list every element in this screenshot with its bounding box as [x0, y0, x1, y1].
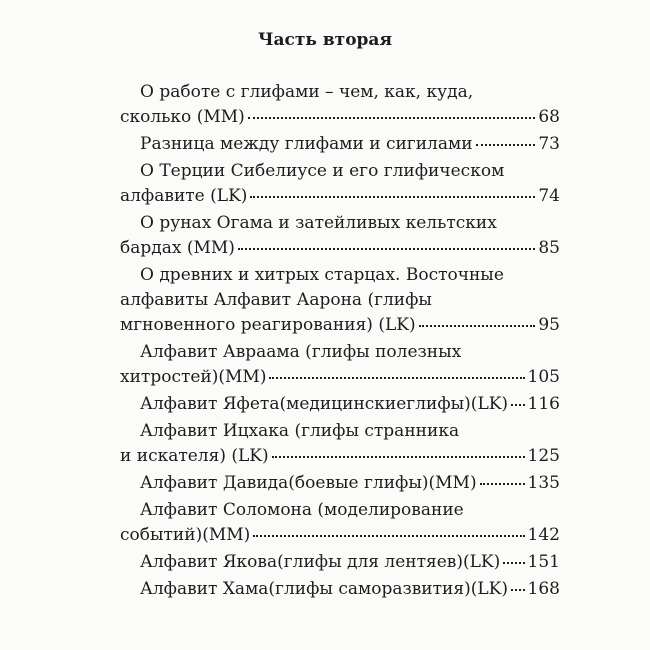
- page-number: 135: [527, 473, 560, 493]
- dot-leader: [476, 144, 536, 146]
- page-number: 73: [538, 134, 560, 154]
- page-number: 151: [527, 552, 560, 572]
- toc-entry: [120, 498, 560, 548]
- toc-entry: [120, 340, 560, 390]
- table-of-contents: [120, 80, 560, 604]
- toc-entry-title-line: алфавите (LK): [120, 186, 248, 206]
- toc-entry-final-line: [120, 313, 560, 338]
- toc-entry: [120, 80, 560, 130]
- toc-entry-final-line: [120, 523, 560, 548]
- dot-leader: [480, 483, 525, 485]
- toc-entry: [120, 471, 560, 496]
- toc-entry: [120, 132, 560, 157]
- page-number: 68: [538, 107, 560, 127]
- toc-entry-title-line: бардах (ММ): [120, 238, 235, 258]
- toc-entry-final-line: [120, 444, 560, 469]
- toc-entry-title-line: Алфавит Авраама (глифы полезных: [140, 342, 462, 362]
- toc-entry-title-line: Алфавит Хама(глифы саморазвития)(LK): [140, 579, 508, 599]
- page-number: 116: [527, 394, 560, 414]
- toc-entry-title-line: и искателя) (LK): [120, 446, 269, 466]
- toc-entry-final-line: [120, 184, 560, 209]
- toc-entry: [120, 419, 560, 469]
- toc-entry-title-line: О Терции Сибелиусе и его глифическом: [140, 161, 505, 181]
- toc-entry-title-line: Алфавит Давида(боевые глифы)(ММ): [140, 473, 477, 493]
- toc-entry-title-line: Алфавит Яфета(медицинскиеглифы)(LK): [140, 394, 509, 414]
- toc-entry-title-line: сколько (ММ): [120, 107, 245, 127]
- dot-leader: [503, 562, 524, 564]
- toc-entry: [120, 577, 560, 602]
- page-number: 142: [527, 525, 560, 545]
- dot-leader: [238, 248, 535, 250]
- toc-entry-final-line: [120, 577, 560, 602]
- section-heading: Часть вторая: [257, 30, 393, 50]
- toc-entry-final-line: [120, 365, 560, 390]
- page-number: 85: [538, 238, 560, 258]
- toc-entry-title-line: О древних и хитрых старцах. Восточные: [140, 265, 504, 285]
- toc-entry: [120, 159, 560, 209]
- toc-entry: [120, 263, 560, 338]
- toc-entry-title-line: Разница между глифами и сигилами: [140, 134, 473, 154]
- toc-entry-final-line: [120, 550, 560, 575]
- toc-entry-title-line: Алфавит Якова(глифы для лентяев)(LK): [140, 552, 501, 572]
- page-number: 125: [527, 446, 560, 466]
- toc-entry-final-line: [120, 236, 560, 261]
- page-number: 168: [527, 579, 560, 599]
- toc-entry-final-line: [120, 105, 560, 130]
- toc-entry: [120, 211, 560, 261]
- dot-leader: [269, 377, 524, 379]
- dot-leader: [511, 589, 525, 591]
- page-number: 74: [538, 186, 560, 206]
- toc-entry-final-line: [120, 132, 560, 157]
- toc-entry-title-line: Алфавит Соломона (моделирование: [140, 500, 464, 520]
- toc-entry-title-line: мгновенного реагирования) (LK): [120, 315, 416, 335]
- dot-leader: [511, 404, 524, 406]
- dot-leader: [272, 456, 525, 458]
- toc-entry: [120, 392, 560, 417]
- toc-entry-title-line: О рунах Огама и затейливых кельтских: [140, 213, 497, 233]
- dot-leader: [250, 196, 535, 198]
- toc-entry-title-line: событий)(ММ): [120, 525, 251, 545]
- toc-entry-final-line: [120, 392, 560, 417]
- page-number: 95: [538, 315, 560, 335]
- toc-entry: [120, 550, 560, 575]
- dot-leader: [248, 117, 536, 119]
- toc-entry-title-line: алфавиты Алфавит Аарона (глифы: [120, 290, 432, 310]
- toc-entry-title-line: О работе с глифами – чем, как, куда,: [140, 82, 474, 102]
- dot-leader: [253, 535, 524, 537]
- toc-entry-final-line: [120, 471, 560, 496]
- toc-entry-title-line: Алфавит Ицхака (глифы странника: [140, 421, 460, 441]
- dot-leader: [419, 325, 536, 327]
- toc-entry-title-line: хитростей)(ММ): [120, 367, 267, 387]
- page-number: 105: [527, 367, 560, 387]
